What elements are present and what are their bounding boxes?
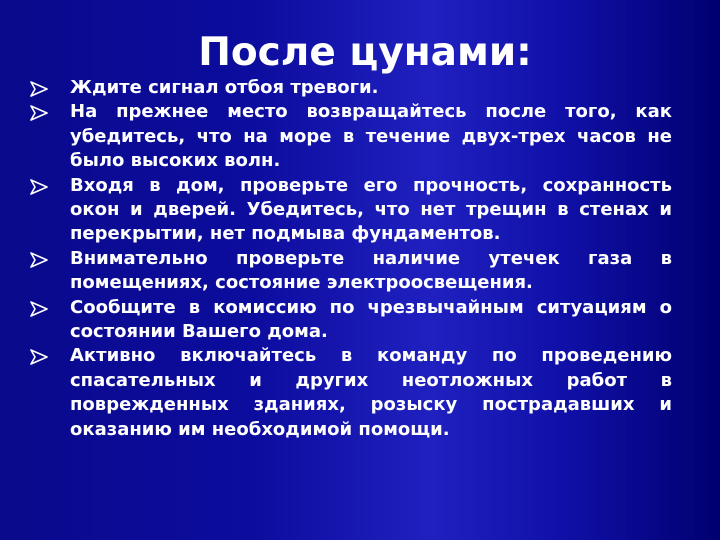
bullet-text: Входя в дом, проверьте его прочность, сохранность окон и дверей. Убедитесь, что нет трещин в стенах и перекрытии, нет подмыва фундаментов. xyxy=(70,174,672,245)
list-item xyxy=(10,247,672,296)
arrowhead-bullet-icon xyxy=(30,81,48,97)
arrowhead-bullet-icon xyxy=(30,179,48,195)
arrowhead-bullet-icon xyxy=(30,349,48,365)
bullet-text: На прежнее место возвращайтесь после того, как убедитесь, что на море в течение двух-трех часов не было высоких волн. xyxy=(70,101,672,172)
list-item xyxy=(10,174,672,247)
bullet-text: Внимательно проверьте наличие утечек газа в помещениях, состояние электроосвещения. xyxy=(70,247,672,294)
arrowhead-bullet-icon xyxy=(30,301,48,317)
arrowhead-bullet-icon xyxy=(30,252,48,268)
list-item xyxy=(10,76,672,100)
slide-title: После цунами: xyxy=(198,30,532,75)
bullet-text: Сообщите в комиссию по чрезвычайным ситуациям о состоянии Вашего дома. xyxy=(70,296,672,343)
bullet-list xyxy=(10,76,672,442)
list-item xyxy=(10,100,672,173)
bullet-text: Активно включайтесь в команду по проведению спасательных и других неотложных работ в поврежденных зданиях, розыску пострадавших и оказанию им необходимой помощи. xyxy=(70,345,672,440)
bullet-text: Ждите сигнал отбоя тревоги. xyxy=(70,77,379,98)
list-item xyxy=(10,344,672,442)
arrowhead-bullet-icon xyxy=(30,105,48,121)
list-item xyxy=(10,296,672,345)
